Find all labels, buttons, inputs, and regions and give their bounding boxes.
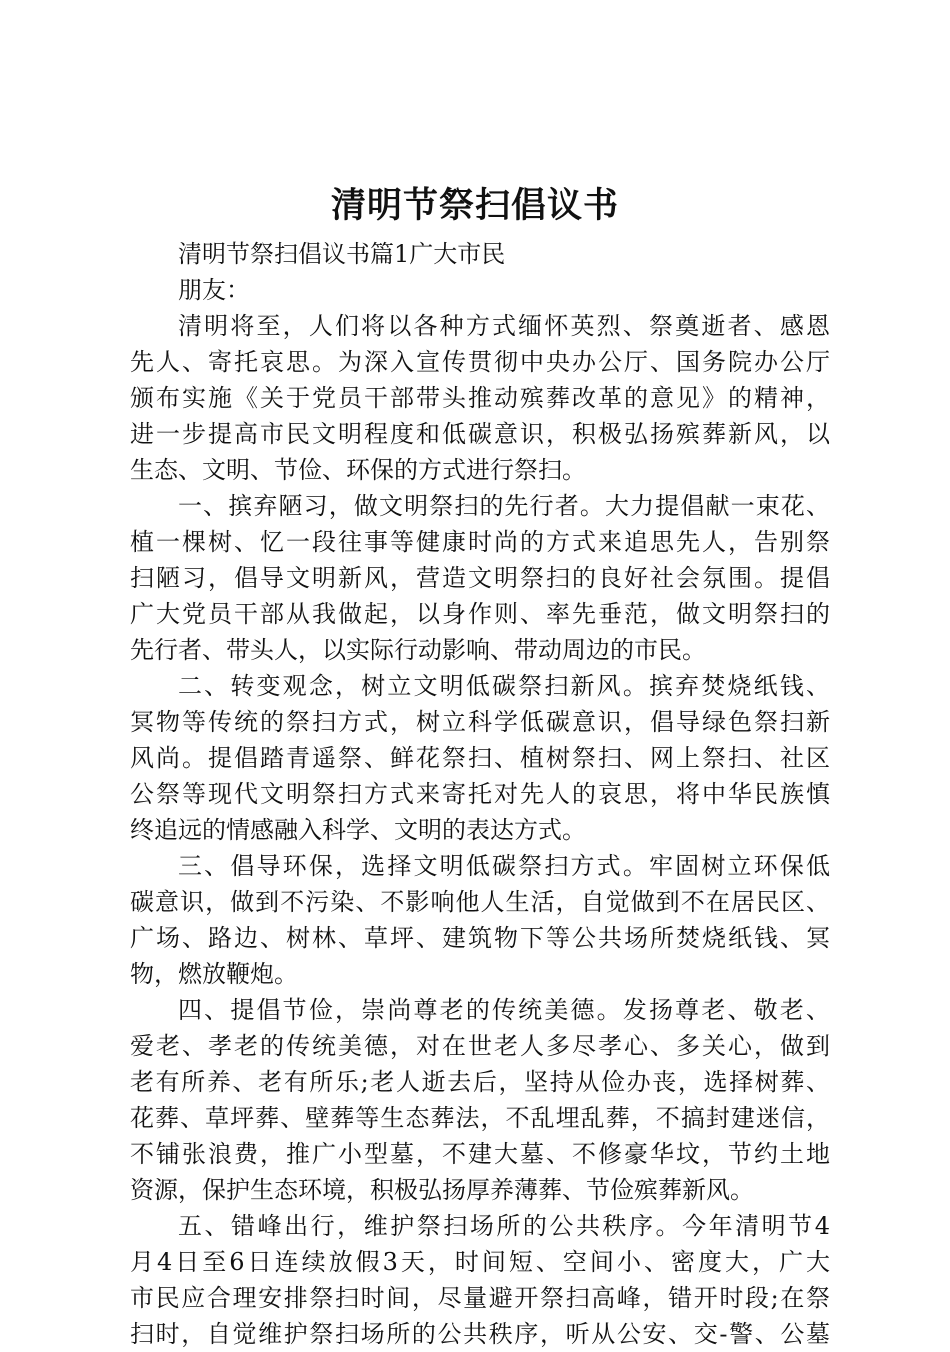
text-line: 植一棵树、忆一段往事等健康时尚的方式来追思先人，告别祭 [130,528,830,556]
text-line: 四、提倡节俭，崇尚尊老的传统美德。发扬尊老、敬老、 [178,996,830,1024]
text-line: 月4日至6日连续放假3天，时间短、空间小、密度大，广大 [130,1248,830,1276]
text-line: 二、转变观念，树立文明低碳祭扫新风。摈弃焚烧纸钱、 [178,672,830,700]
text-line: 物，燃放鞭炮。 [130,960,298,988]
text-line: 广场、路边、树林、草坪、建筑物下等公共场所焚烧纸钱、冥 [130,924,830,952]
text-line: 朋友： [178,276,250,304]
text-line: 老有所养、老有所乐;老人逝去后，坚持从俭办丧，选择树葬、 [130,1068,830,1096]
text-line: 进一步提高市民文明程度和低碳意识，积极弘扬殡葬新风，以 [130,420,830,448]
document-title: 清明节祭扫倡议书 [330,185,619,226]
text-line: 生态、文明、节俭、环保的方式进行祭扫。 [130,456,586,484]
text-line: 扫时，自觉维护祭扫场所的公共秩序，听从公安、交-警、公墓 [130,1320,830,1348]
text-line: 资源，保护生态环境，积极弘扬厚养薄葬、节俭殡葬新风。 [130,1176,754,1204]
text-line: 公祭等现代文明祭扫方式来寄托对先人的哀思，将中华民族慎 [130,780,830,808]
text-line: 爱老、孝老的传统美德，对在世老人多尽孝心、多关心，做到 [130,1032,830,1060]
text-line: 碳意识，做到不污染、不影响他人生活，自觉做到不在居民区、 [130,888,830,916]
text-line: 花葬、草坪葬、壁葬等生态葬法，不乱埋乱葬，不搞封建迷信， [130,1104,830,1132]
text-line: 不铺张浪费，推广小型墓，不建大墓、不修豪华坟，节约土地 [130,1140,830,1168]
text-line: 扫陋习，倡导文明新风，营造文明祭扫的良好社会氛围。提倡 [130,564,830,592]
text-line: 三、倡导环保，选择文明低碳祭扫方式。牢固树立环保低 [178,852,830,880]
text-line: 清明将至，人们将以各种方式缅怀英烈、祭奠逝者、感恩 [178,312,830,340]
text-line: 颁布实施《关于党员干部带头推动殡葬改革的意见》的精神， [130,384,830,412]
document-body [130,236,830,1352]
text-line: 终追远的情感融入科学、文明的表达方式。 [130,816,586,844]
text-line: 先行者、带头人，以实际行动影响、带动周边的市民。 [130,636,706,664]
text-line: 市民应合理安排祭扫时间，尽量避开祭扫高峰，错开时段;在祭 [130,1284,830,1312]
text-line: 广大党员干部从我做起，以身作则、率先垂范，做文明祭扫的 [130,600,830,628]
text-line: 五、错峰出行，维护祭扫场所的公共秩序。今年清明节4 [178,1212,830,1240]
text-line: 清明节祭扫倡议书篇1广大市民 [178,240,506,268]
text-line: 先人、寄托哀思。为深入宣传贯彻中央办公厅、国务院办公厅 [130,348,830,376]
text-line: 冥物等传统的祭扫方式，树立科学低碳意识，倡导绿色祭扫新 [130,708,830,736]
text-line: 风尚。提倡踏青遥祭、鲜花祭扫、植树祭扫、网上祭扫、社区 [130,744,830,772]
text-line: 一、摈弃陋习，做文明祭扫的先行者。大力提倡献一束花、 [178,492,830,520]
